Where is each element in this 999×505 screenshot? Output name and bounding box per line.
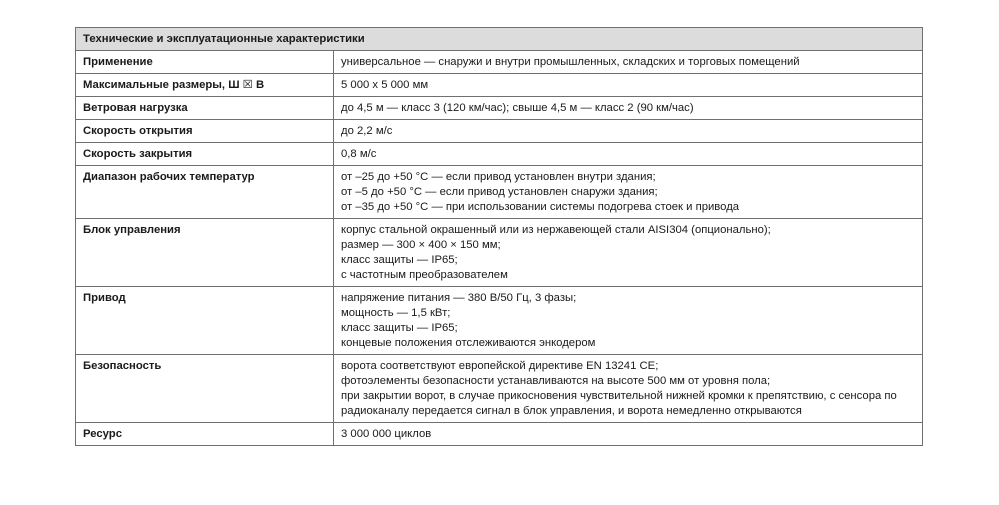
- row-label: Диапазон рабочих температур: [76, 166, 334, 219]
- row-label: Ветровая нагрузка: [76, 97, 334, 120]
- table-title: Технические и эксплуатационные характеристики: [76, 28, 923, 51]
- row-label: Скорость открытия: [76, 120, 334, 143]
- table-row: [76, 355, 923, 423]
- table-row: [76, 219, 923, 287]
- row-label: Ресурс: [76, 423, 334, 446]
- table-row: [76, 97, 923, 120]
- row-value: 0,8 м/с: [334, 143, 923, 166]
- row-value: 5 000 х 5 000 мм: [334, 74, 923, 97]
- table-row: [76, 423, 923, 446]
- table-row: [76, 143, 923, 166]
- row-label: Привод: [76, 287, 334, 355]
- row-value: ворота соответствуют европейской директиве EN 13241 CE; фотоэлементы безопасности устанавливаются на высоте 500 мм от уровня пола; при закрытии ворот, в случае прикосновения чувствительной нижней кромки к препятствию, с сенсора по радиоканалу передается сигнал в блок управления, и ворота немедленно открываются: [334, 355, 923, 423]
- row-label: Безопасность: [76, 355, 334, 423]
- row-label: Применение: [76, 51, 334, 74]
- table-header-row: [76, 28, 923, 51]
- table-row: [76, 287, 923, 355]
- table-row: [76, 74, 923, 97]
- row-value: напряжение питания — 380 В/50 Гц, 3 фазы; мощность — 1,5 кВт; класс защиты — IP65; концевые положения отслеживаются энкодером: [334, 287, 923, 355]
- specifications-table: [75, 27, 923, 446]
- row-label: Скорость закрытия: [76, 143, 334, 166]
- row-value: до 4,5 м — класс 3 (120 км/час); свыше 4,5 м — класс 2 (90 км/час): [334, 97, 923, 120]
- table-row: [76, 120, 923, 143]
- row-label: Максимальные размеры, Ш ☒ В: [76, 74, 334, 97]
- table-row: [76, 51, 923, 74]
- row-value: 3 000 000 циклов: [334, 423, 923, 446]
- row-label: Блок управления: [76, 219, 334, 287]
- row-value: корпус стальной окрашенный или из нержавеющей стали AISI304 (опционально); размер — 300 × 400 × 150 мм; класс защиты — IP65; с частотным преобразователем: [334, 219, 923, 287]
- row-value: от –25 до +50 °С — если привод установлен внутри здания; от –5 до +50 °С — если привод установлен снаружи здания; от –35 до +50 °С — при использовании системы подогрева стоек и привода: [334, 166, 923, 219]
- row-value: универсальное — снаружи и внутри промышленных, складских и торговых помещений: [334, 51, 923, 74]
- table-row: [76, 166, 923, 219]
- row-value: до 2,2 м/с: [334, 120, 923, 143]
